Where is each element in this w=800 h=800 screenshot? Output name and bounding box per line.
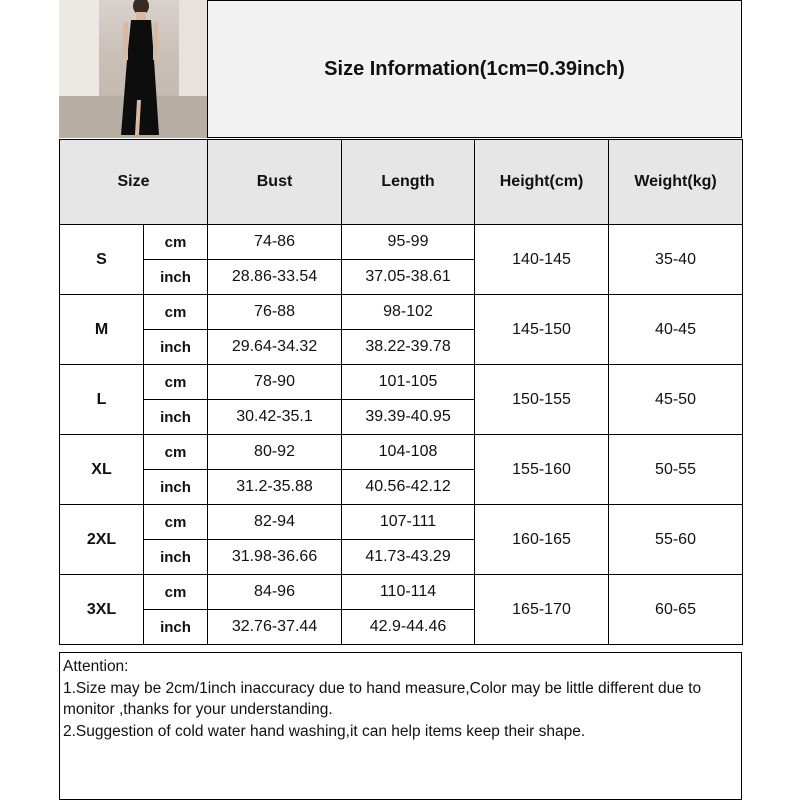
height-value: 155-160: [475, 435, 609, 505]
header-size: Size: [60, 140, 208, 225]
model-in-black-dress: [117, 0, 163, 138]
unit-cm: cm: [144, 295, 208, 330]
table-row: [60, 575, 743, 610]
unit-inch: inch: [144, 540, 208, 575]
bust-cm: 80-92: [208, 435, 342, 470]
length-inch: 38.22-39.78: [342, 330, 475, 365]
height-value: 145-150: [475, 295, 609, 365]
height-value: 165-170: [475, 575, 609, 645]
table-row: [60, 365, 743, 400]
weight-value: 40-45: [609, 295, 743, 365]
unit-cm: cm: [144, 505, 208, 540]
unit-cm: cm: [144, 575, 208, 610]
length-cm: 95-99: [342, 225, 475, 260]
attention-notes: [59, 652, 742, 800]
size-chart-table: [59, 139, 743, 645]
size-label: S: [60, 225, 144, 295]
size-label: 2XL: [60, 505, 144, 575]
length-cm: 101-105: [342, 365, 475, 400]
bust-inch: 30.42-35.1: [208, 400, 342, 435]
header-bust: Bust: [208, 140, 342, 225]
unit-inch: inch: [144, 610, 208, 645]
table-row: [60, 295, 743, 330]
height-value: 160-165: [475, 505, 609, 575]
unit-inch: inch: [144, 260, 208, 295]
notes-line-1: 1.Size may be 2cm/1inch inaccuracy due to hand measure,Color may be little different due to monitor ,thanks for your understanding.: [63, 679, 702, 718]
table-row: [60, 505, 743, 540]
height-value: 150-155: [475, 365, 609, 435]
weight-value: 45-50: [609, 365, 743, 435]
table-header-row: [60, 140, 743, 225]
size-label: M: [60, 295, 144, 365]
size-label: 3XL: [60, 575, 144, 645]
bust-cm: 82-94: [208, 505, 342, 540]
length-cm: 98-102: [342, 295, 475, 330]
header-height: Height(cm): [475, 140, 609, 225]
length-inch: 39.39-40.95: [342, 400, 475, 435]
weight-value: 35-40: [609, 225, 743, 295]
length-cm: 107-111: [342, 505, 475, 540]
bust-inch: 32.76-37.44: [208, 610, 342, 645]
bust-inch: 31.2-35.88: [208, 470, 342, 505]
unit-cm: cm: [144, 435, 208, 470]
table-row: [60, 435, 743, 470]
bust-inch: 31.98-36.66: [208, 540, 342, 575]
height-value: 140-145: [475, 225, 609, 295]
bust-cm: 74-86: [208, 225, 342, 260]
bust-inch: 28.86-33.54: [208, 260, 342, 295]
size-label: L: [60, 365, 144, 435]
product-photo: [59, 0, 207, 138]
bust-cm: 76-88: [208, 295, 342, 330]
notes-line-2: 2.Suggestion of cold water hand washing,it can help items keep their shape.: [63, 722, 586, 740]
weight-value: 50-55: [609, 435, 743, 505]
unit-cm: cm: [144, 225, 208, 260]
table-row: [60, 225, 743, 260]
weight-value: 55-60: [609, 505, 743, 575]
unit-inch: inch: [144, 330, 208, 365]
weight-value: 60-65: [609, 575, 743, 645]
page-title: Size Information(1cm=0.39inch): [207, 0, 742, 138]
length-cm: 104-108: [342, 435, 475, 470]
length-inch: 37.05-38.61: [342, 260, 475, 295]
notes-heading: Attention:: [63, 658, 129, 675]
bust-inch: 29.64-34.32: [208, 330, 342, 365]
unit-inch: inch: [144, 470, 208, 505]
length-inch: 42.9-44.46: [342, 610, 475, 645]
header-length: Length: [342, 140, 475, 225]
bust-cm: 84-96: [208, 575, 342, 610]
size-label: XL: [60, 435, 144, 505]
length-inch: 41.73-43.29: [342, 540, 475, 575]
length-inch: 40.56-42.12: [342, 470, 475, 505]
bust-cm: 78-90: [208, 365, 342, 400]
unit-inch: inch: [144, 400, 208, 435]
length-cm: 110-114: [342, 575, 475, 610]
unit-cm: cm: [144, 365, 208, 400]
header-weight: Weight(kg): [609, 140, 743, 225]
